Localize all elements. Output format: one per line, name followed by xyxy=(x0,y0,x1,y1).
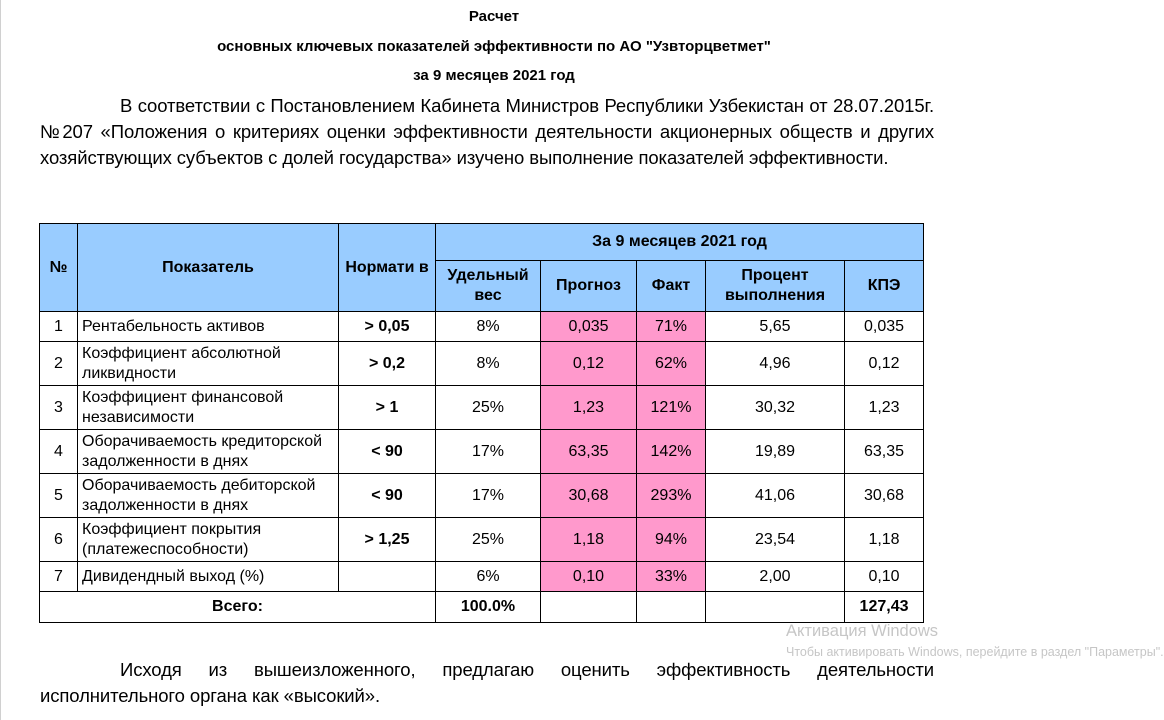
row-num: 6 xyxy=(40,518,78,562)
windows-activation-watermark xyxy=(786,622,1164,659)
table-row xyxy=(40,430,924,474)
row-forecast: 0,035 xyxy=(541,312,637,342)
row-num: 4 xyxy=(40,430,78,474)
row-num: 1 xyxy=(40,312,78,342)
kpi-table xyxy=(39,223,924,623)
col-header-indicator: Показатель xyxy=(78,224,339,312)
row-forecast: 63,35 xyxy=(541,430,637,474)
doc-title-line3: за 9 месяцев 2021 год xyxy=(413,67,575,84)
total-weight: 100.0% xyxy=(436,592,541,623)
row-norm: < 90 xyxy=(339,430,436,474)
table-row xyxy=(40,518,924,562)
row-fact: 293% xyxy=(637,474,706,518)
total-empty-cell xyxy=(541,592,637,623)
row-indicator: Оборачиваемость кредиторской задолженности в днях xyxy=(78,430,339,474)
row-norm: > 1 xyxy=(339,386,436,430)
row-fact: 62% xyxy=(637,342,706,386)
row-norm xyxy=(339,562,436,592)
table-row xyxy=(40,312,924,342)
row-kpe: 0,10 xyxy=(845,562,924,592)
row-kpe: 30,68 xyxy=(845,474,924,518)
row-weight: 17% xyxy=(436,474,541,518)
row-kpe: 63,35 xyxy=(845,430,924,474)
col-header-fact: Факт xyxy=(637,261,706,312)
total-row xyxy=(40,592,924,623)
row-num: 2 xyxy=(40,342,78,386)
row-weight: 25% xyxy=(436,518,541,562)
row-forecast: 1,23 xyxy=(541,386,637,430)
row-norm: > 1,25 xyxy=(339,518,436,562)
row-indicator: Рентабельность активов xyxy=(78,312,339,342)
row-num: 7 xyxy=(40,562,78,592)
page-edge-line xyxy=(0,0,1,720)
row-indicator: Коэффициент абсолютной ликвидности xyxy=(78,342,339,386)
row-fact: 142% xyxy=(637,430,706,474)
row-norm: > 0,2 xyxy=(339,342,436,386)
col-header-weight: Удельный вес xyxy=(436,261,541,312)
col-header-period: За 9 месяцев 2021 год xyxy=(436,224,924,261)
row-weight: 6% xyxy=(436,562,541,592)
row-indicator: Коэффициент покрытия (платежеспособности) xyxy=(78,518,339,562)
row-forecast: 30,68 xyxy=(541,474,637,518)
total-label: Всего: xyxy=(40,592,436,623)
row-num: 3 xyxy=(40,386,78,430)
row-percent: 5,65 xyxy=(706,312,845,342)
row-kpe: 1,18 xyxy=(845,518,924,562)
row-percent: 4,96 xyxy=(706,342,845,386)
row-norm: > 0,05 xyxy=(339,312,436,342)
row-percent: 23,54 xyxy=(706,518,845,562)
row-kpe: 0,12 xyxy=(845,342,924,386)
row-percent: 41,06 xyxy=(706,474,845,518)
row-percent: 19,89 xyxy=(706,430,845,474)
col-header-percent: Процент выполнения xyxy=(706,261,845,312)
row-fact: 71% xyxy=(637,312,706,342)
row-forecast: 0,10 xyxy=(541,562,637,592)
row-fact: 33% xyxy=(637,562,706,592)
doc-title-line1: Расчет xyxy=(468,8,520,25)
row-indicator: Дивидендный выход (%) xyxy=(78,562,339,592)
total-empty-cell xyxy=(637,592,706,623)
row-percent: 30,32 xyxy=(706,386,845,430)
row-indicator: Оборачиваемость дебиторской задолженности в днях xyxy=(78,474,339,518)
col-header-norm: Нормати в xyxy=(339,224,436,312)
total-kpe: 127,43 xyxy=(845,592,924,623)
row-fact: 121% xyxy=(637,386,706,430)
row-forecast: 0,12 xyxy=(541,342,637,386)
intro-paragraph: В соответствии с Постановлением Кабинета Министров Республики Узбекистан от 28.07.2015г. №207 «Положения о критериях оценки эффективности деятельности акционерных обществ и других хозяйствующих субъектов с долей государства» изучено выполнение показателей эффективности. xyxy=(40,95,934,168)
row-indicator: Коэффициент финансовой независимости xyxy=(78,386,339,430)
doc-title-line2: основных ключевых показателей эффективности по АО "Узвторцветмет" xyxy=(217,38,771,55)
col-header-num: № xyxy=(40,224,78,312)
table-row xyxy=(40,474,924,518)
table-row xyxy=(40,562,924,592)
row-fact: 94% xyxy=(637,518,706,562)
watermark-title: Активация Windows xyxy=(786,622,939,640)
table-row xyxy=(40,386,924,430)
conclusion-paragraph: Исходя из вышеизложенного, предлагаю оценить эффективность деятельности исполнительного органа как «высокий». xyxy=(40,659,934,706)
total-empty-cell xyxy=(706,592,845,623)
row-forecast: 1,18 xyxy=(541,518,637,562)
row-kpe: 0,035 xyxy=(845,312,924,342)
row-weight: 8% xyxy=(436,312,541,342)
row-weight: 8% xyxy=(436,342,541,386)
row-weight: 25% xyxy=(436,386,541,430)
row-num: 5 xyxy=(40,474,78,518)
col-header-kpe: КПЭ xyxy=(845,261,924,312)
row-norm: < 90 xyxy=(339,474,436,518)
col-header-forecast: Прогноз xyxy=(541,261,637,312)
row-kpe: 1,23 xyxy=(845,386,924,430)
row-weight: 17% xyxy=(436,430,541,474)
table-row xyxy=(40,342,924,386)
watermark-subtitle: Чтобы активировать Windows, перейдите в раздел "Параметры". xyxy=(786,645,1164,659)
row-percent: 2,00 xyxy=(706,562,845,592)
